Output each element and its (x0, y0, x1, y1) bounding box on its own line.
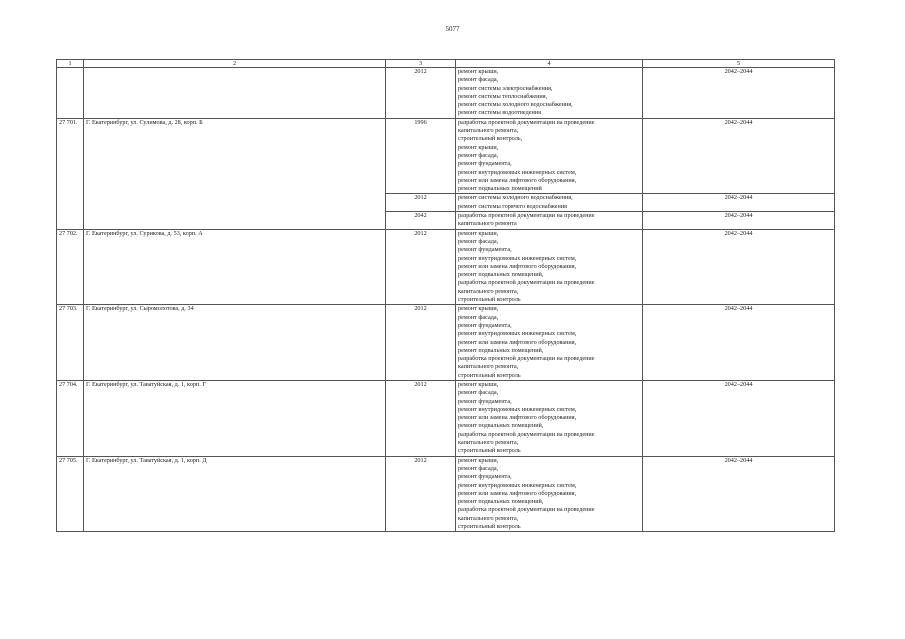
term-cell: 2042–2044 (643, 456, 835, 532)
year-cell: 2012 (386, 229, 456, 305)
year-cell: 2012 (386, 305, 456, 381)
work-item: строительный контроль (458, 371, 521, 379)
works-cell (456, 118, 643, 194)
work-item: ремонт фасада, (458, 237, 499, 245)
work-item: ремонт системы холодного водоснабжения, (458, 101, 573, 109)
row-number (57, 68, 84, 119)
work-item: ремонт фасада, (458, 313, 499, 321)
work-item: разработка проектной документации на проведение (458, 506, 595, 514)
works-cell (456, 212, 643, 230)
work-item: ремонт крыши, (458, 229, 499, 237)
work-item: ремонт или замена лифтового оборудования, (458, 414, 577, 422)
header-col-2: 2 (84, 60, 386, 68)
work-item: строительный контроль (458, 447, 521, 455)
table-row (57, 229, 835, 305)
header-col-3: 3 (386, 60, 456, 68)
work-item: ремонт крыши, (458, 456, 499, 464)
work-item: ремонт или замена лифтового оборудования, (458, 262, 577, 270)
work-item: ремонт крыши, (458, 305, 499, 313)
address-cell (84, 68, 386, 119)
work-item: ремонт фасада, (458, 464, 499, 472)
row-number: 27 705. (57, 456, 84, 532)
works-cell (456, 305, 643, 381)
work-item: ремонт фундамента, (458, 160, 512, 168)
work-item: ремонт системы электроснабжения, (458, 84, 553, 92)
term-cell: 2042–2044 (643, 212, 835, 230)
work-item: ремонт подвальных помещений, (458, 498, 544, 506)
row-number: 27 703. (57, 305, 84, 381)
work-item: ремонт фасада, (458, 76, 499, 84)
work-item: ремонт или замена лифтового оборудования, (458, 489, 577, 497)
work-item: ремонт системы теплоснабжения, (458, 92, 548, 100)
repair-schedule-table (56, 59, 835, 532)
work-item: ремонт подвальных помещений, (458, 422, 544, 430)
work-item: ремонт внутридомовых инженерных систем, (458, 168, 577, 176)
work-item: ремонт системы холодного водоснабжения, (458, 194, 573, 202)
year-cell: 2012 (386, 456, 456, 532)
works-cell (456, 194, 643, 212)
work-item: строительный контроль, (458, 135, 523, 143)
year-cell: 2012 (386, 380, 456, 456)
header-col-1: 1 (57, 60, 84, 68)
work-item: разработка проектной документации на проведение (458, 118, 595, 126)
work-item: ремонт системы водоотведения (458, 109, 541, 117)
work-item: ремонт крыши, (458, 68, 499, 75)
work-item: строительный контроль (458, 523, 521, 531)
table-row (57, 305, 835, 381)
header-col-4: 4 (456, 60, 643, 68)
work-item: ремонт фундамента, (458, 397, 512, 405)
work-item: ремонт внутридомовых инженерных систем, (458, 405, 577, 413)
address-cell: Г. Екатеринбург, ул. Таватуйская, д. 1, корп. Г (84, 380, 386, 456)
work-item: ремонт фундамента, (458, 321, 512, 329)
work-item: капитального ремонта, (458, 287, 519, 295)
work-item: ремонт подвальных помещений, (458, 271, 544, 279)
term-cell: 2042–2044 (643, 68, 835, 119)
year-cell: 2012 (386, 68, 456, 119)
work-item: ремонт или замена лифтового оборудования, (458, 176, 577, 184)
row-number: 27 702. (57, 229, 84, 305)
row-number: 27 701. (57, 118, 84, 229)
table-row (57, 118, 835, 194)
work-item: капитального ремонта, (458, 514, 519, 522)
work-item: капитального ремонта, (458, 127, 519, 135)
work-item: ремонт фасада, (458, 389, 499, 397)
address-cell: Г. Екатеринбург, ул. Таватуйская, д. 1, корп. Д (84, 456, 386, 532)
work-item: разработка проектной документации на проведение (458, 212, 595, 220)
year-cell: 1996 (386, 118, 456, 194)
works-cell (456, 380, 643, 456)
work-item: ремонт внутридомовых инженерных систем, (458, 481, 577, 489)
term-cell: 2042–2044 (643, 118, 835, 194)
page-number: 5077 (445, 25, 460, 33)
work-item: ремонт системы горячего водоснабжения (458, 202, 567, 210)
work-item: ремонт подвальных помещений (458, 185, 542, 193)
table-header (57, 60, 835, 68)
table-row (57, 68, 835, 119)
header-row (57, 60, 835, 68)
table-row (57, 456, 835, 532)
table-row (57, 380, 835, 456)
works-cell (456, 456, 643, 532)
year-cell: 2042 (386, 212, 456, 230)
work-item: ремонт фундамента, (458, 246, 512, 254)
work-item: разработка проектной документации на проведение (458, 430, 595, 438)
header-col-5: 5 (643, 60, 835, 68)
table-body (57, 68, 835, 532)
work-item: ремонт фундамента, (458, 473, 512, 481)
year-cell: 2012 (386, 194, 456, 212)
work-item: капитального ремонта (458, 220, 517, 228)
work-item: ремонт внутридомовых инженерных систем, (458, 330, 577, 338)
term-cell: 2042–2044 (643, 194, 835, 212)
work-item: ремонт или замена лифтового оборудования, (458, 338, 577, 346)
row-number: 27 704. (57, 380, 84, 456)
term-cell: 2042–2044 (643, 380, 835, 456)
term-cell: 2042–2044 (643, 229, 835, 305)
work-item: ремонт внутридомовых инженерных систем, (458, 254, 577, 262)
work-item: строительный контроль (458, 296, 521, 304)
work-item: ремонт крыши, (458, 380, 499, 388)
address-cell: Г. Екатеринбург, ул. Сулимова, д. 28, корп. Б (84, 118, 386, 229)
address-cell: Г. Екатеринбург, ул. Сыромолотова, д. 34 (84, 305, 386, 381)
work-item: разработка проектной документации на проведение (458, 355, 595, 363)
work-item: капитального ремонта, (458, 363, 519, 371)
address-cell: Г. Екатеринбург, ул. Сурикова, д. 53, корп. А (84, 229, 386, 305)
work-item: капитального ремонта, (458, 439, 519, 447)
works-cell (456, 68, 643, 119)
work-item: ремонт крыши, (458, 143, 499, 151)
work-item: разработка проектной документации на проведение (458, 279, 595, 287)
work-item: ремонт подвальных помещений, (458, 346, 544, 354)
term-cell: 2042–2044 (643, 305, 835, 381)
work-item: ремонт фасада, (458, 151, 499, 159)
works-cell (456, 229, 643, 305)
